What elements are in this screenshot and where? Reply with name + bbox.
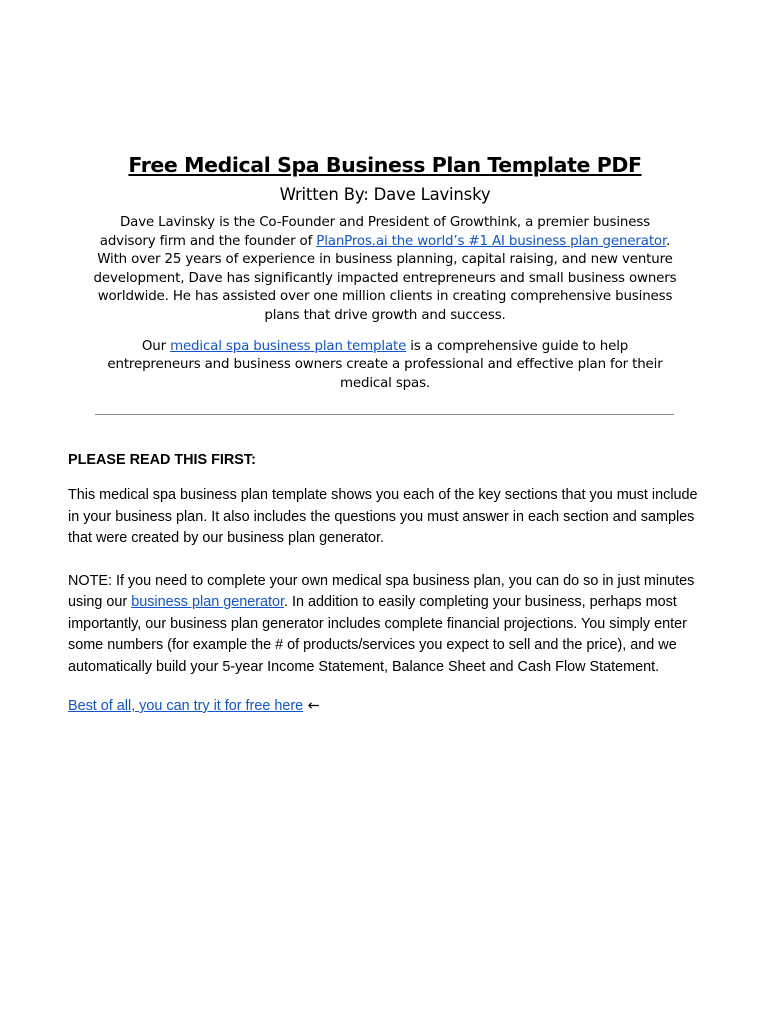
template-intro — [96, 338, 674, 394]
business-plan-generator-link[interactable]: business plan generator — [131, 594, 285, 610]
template-intro-text-start: Our — [141, 338, 171, 354]
author-byline: Written By: Dave Lavinsky — [279, 185, 491, 204]
author-bio-text-start: Dave Lavinsky is the Co-Founder and President of Growthink, a premier business advisory firm and the founder of — [99, 215, 650, 249]
horizontal-divider — [95, 414, 674, 415]
note-text-start: NOTE: If you need to complete your own medical spa business plan, you can do so in just minutes using our — [68, 572, 695, 610]
template-intro-text-end: is a comprehensive guide to help entrepreneurs and business owners create a professional and effective plan for their medical spas. — [107, 338, 663, 391]
document-title: Free Medical Spa Business Plan Template PDF — [128, 153, 642, 177]
document-body — [68, 450, 708, 718]
try-free-link[interactable]: Best of all, you can try it for free here — [68, 698, 304, 714]
note-text-end: . In addition to easily completing your business, perhaps most importantly, our business plan generator includes complete financial projections. You simply enter some numbers (for example the # of products/services you expect to sell and the price), and we automatically build your 5-year Income Statement, Balance Sheet and Cash Flow Statement. — [68, 594, 687, 675]
template-description-paragraph: This medical spa business plan template shows you each of the key sections that you must include in your business plan. It also includes the questions you must answer in each section and samples that were created by our business plan generator. — [68, 487, 698, 546]
try-free-line — [68, 696, 708, 718]
author-bio — [92, 214, 678, 326]
read-first-heading: PLEASE READ THIS FIRST: — [68, 452, 256, 468]
document-header — [93, 150, 677, 393]
left-arrow-icon: ← — [303, 698, 320, 714]
planpros-link[interactable]: PlanPros.ai the world’s #1 AI business plan generator — [316, 233, 667, 249]
medical-spa-template-link[interactable]: medical spa business plan template — [170, 338, 407, 354]
note-paragraph — [68, 571, 708, 679]
author-bio-text-end: . With over 25 years of experience in business planning, capital raising, and new venture development, Dave has significantly impacted entrepreneurs and small business owners worldwide. He has assisted over one million clients in creating comprehensive business plans that drive growth and success. — [93, 233, 677, 323]
